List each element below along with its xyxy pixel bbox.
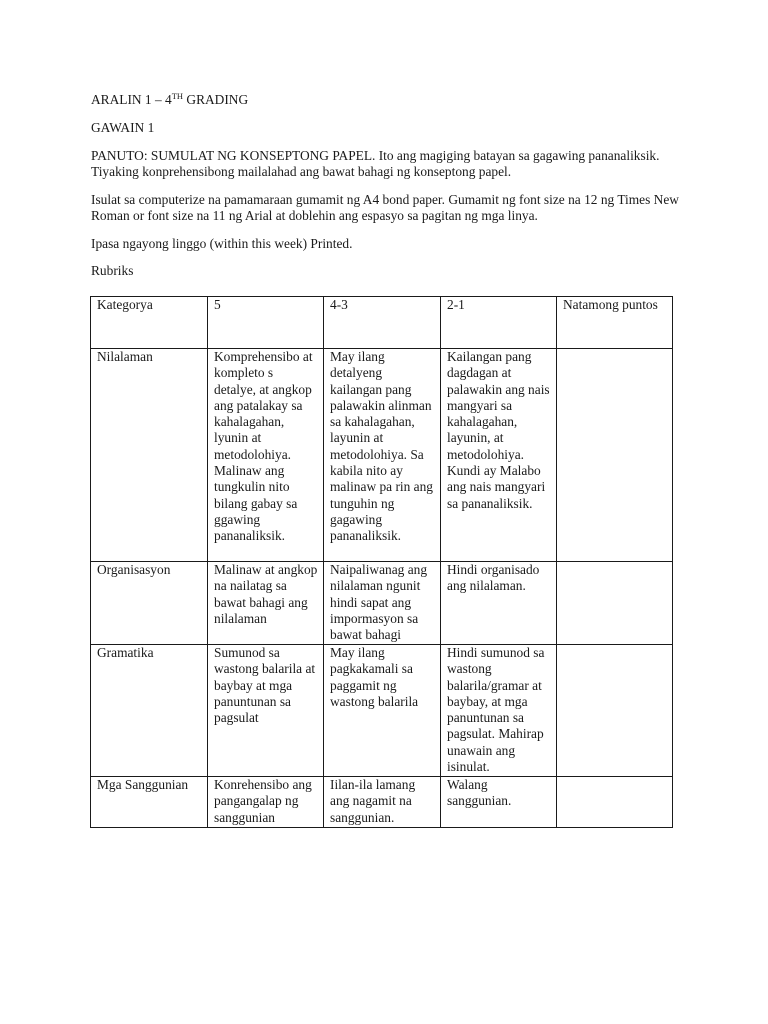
row-category: Nilalaman xyxy=(91,349,208,562)
header-score-2-1: 2-1 xyxy=(441,297,557,349)
header-score-5: 5 xyxy=(208,297,324,349)
row-score-2-1: Hindi organisado ang nilalaman. xyxy=(441,562,557,645)
lesson-heading xyxy=(91,92,681,109)
row-points[interactable] xyxy=(557,349,673,562)
row-category: Mga Sanggunian xyxy=(91,777,208,828)
row-score-5: Malinaw at angkop na nailatag sa bawat bahagi ang nilalaman xyxy=(208,562,324,645)
instructions-paragraph: PANUTO: SUMULAT NG KONSEPTONG PAPEL. Ito ang magiging batayan sa gagawing pananaliksik. Tiyaking konprehensibong mailalahad ang bawat bahagi ng konseptong papel. xyxy=(91,147,660,179)
row-score-4-3: May ilang pagkakamali sa paggamit ng wastong balarila xyxy=(324,645,441,777)
table-row xyxy=(91,777,673,828)
activity-title: GAWAIN 1 xyxy=(91,120,155,135)
table-row xyxy=(91,645,673,777)
table-row xyxy=(91,562,673,645)
row-score-5: Komprehensibo at kompleto s detalye, at angkop ang patalakay sa kahalagahan, lyunin at metodolohiya. Malinaw ang tungkulin nito bilang gabay sa ggawing pananaliksik. xyxy=(208,349,324,562)
rubric-label: Rubriks xyxy=(91,263,134,278)
format-paragraph: Isulat sa computerize na pamamaraan gumamit ng A4 bond paper. Gumamit ng font size na 12 ng Times New Roman or font size na 11 ng Arial at doblehin ang espasyo sa pagitan ng mga linya. xyxy=(91,191,679,223)
row-score-5: Sumunod sa wastong balarila at baybay at mga panuntunan sa pagsulat xyxy=(208,645,324,777)
row-points[interactable] xyxy=(557,562,673,645)
header-score-4-3: 4-3 xyxy=(324,297,441,349)
rubric-header-row xyxy=(91,297,673,349)
lesson-heading-superscript: TH xyxy=(171,91,184,101)
row-points[interactable] xyxy=(557,777,673,828)
row-score-2-1: Walang sanggunian. xyxy=(441,777,557,828)
row-category: Gramatika xyxy=(91,645,208,777)
header-points: Natamong puntos xyxy=(557,297,673,349)
lesson-heading-prefix: ARALIN 1 – 4 xyxy=(91,92,172,107)
row-score-2-1: Hindi sumunod sa wastong balarila/gramar at baybay, at mga panuntunan sa pagsulat. Mahirap unawain ang isinulat. xyxy=(441,645,557,777)
row-score-2-1: Kailangan pang dagdagan at palawakin ang nais mangyari sa kahalagahan, layunin, at metodolohiya. Kundi ay Malabo ang nais mangyari sa pananaliksik. xyxy=(441,349,557,562)
row-score-5: Konrehensibo ang pangangalap ng sanggunian xyxy=(208,777,324,828)
table-row xyxy=(91,349,673,562)
document-page xyxy=(91,92,681,285)
submission-paragraph: Ipasa ngayong linggo (within this week) Printed. xyxy=(91,235,353,251)
rubric-table xyxy=(90,296,673,828)
header-category: Kategorya xyxy=(91,297,208,349)
lesson-heading-suffix: GRADING xyxy=(183,92,249,107)
row-score-4-3: May ilang detalyeng kailangan pang palawakin alinman sa kahalagahan, layunin at metodolohiya. Sa kabila nito ay malinaw pa rin ang tunguhin ng gagawing pananaliksik. xyxy=(324,349,441,562)
row-score-4-3: Iilan-ila lamang ang nagamit na sanggunian. xyxy=(324,777,441,828)
row-category: Organisasyon xyxy=(91,562,208,645)
row-points[interactable] xyxy=(557,645,673,777)
row-score-4-3: Naipaliwanag ang nilalaman ngunit hindi sapat ang impormasyon sa bawat bahagi xyxy=(324,562,441,645)
